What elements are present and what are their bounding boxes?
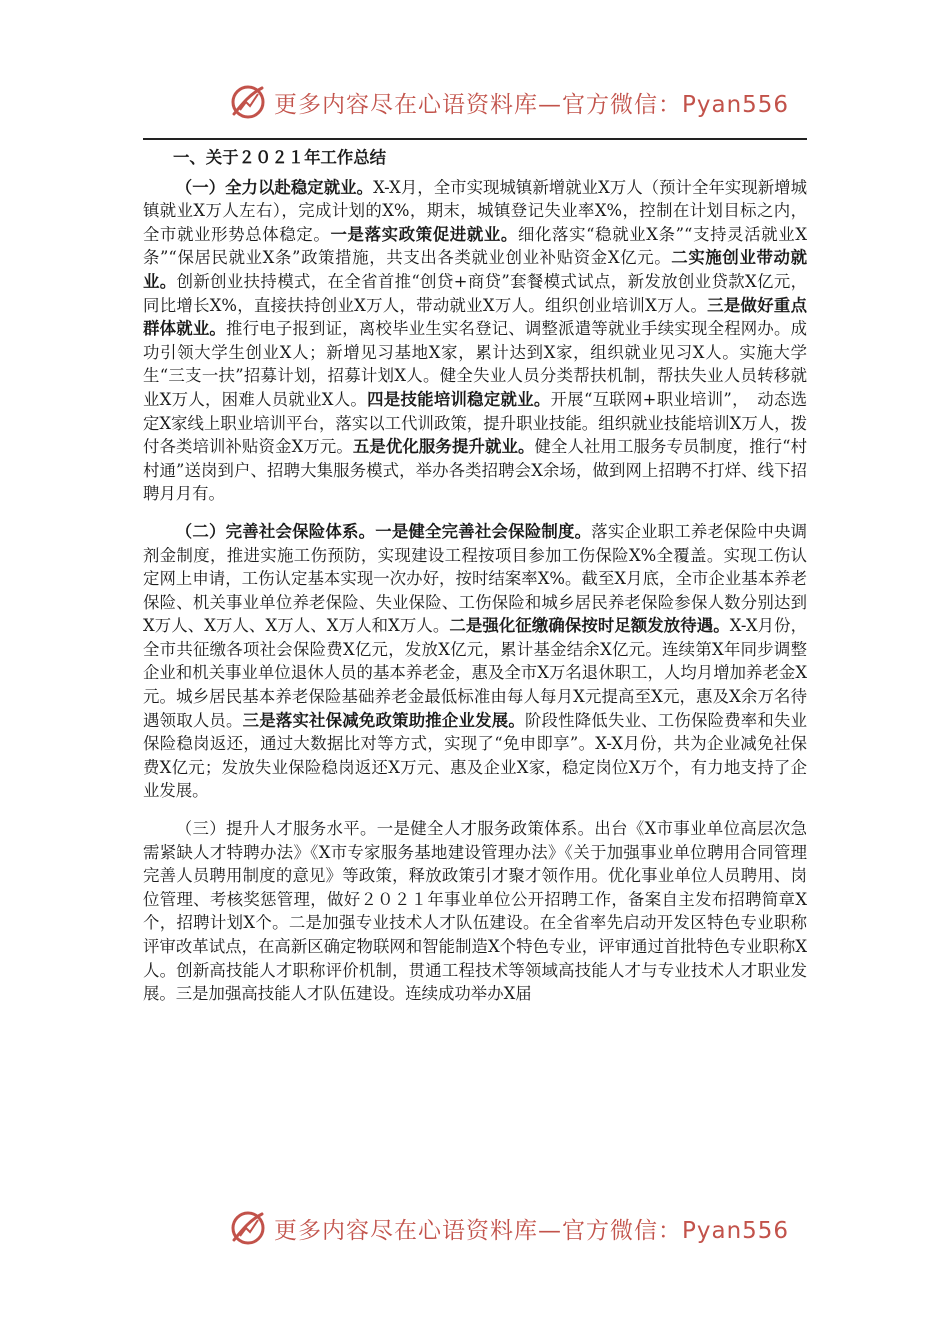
paragraph-talent-service: （三）提升人才服务水平。一是健全人才服务政策体系。出台《X市事业单位高层次急需紧缺人才特聘办法》《X市专家服务基地建设管理办法》《关于加强事业单位聘用合同管理完善人员聘用制度的意见》等政策，释放政策引才聚才领作用。优化事业单位人员聘用、岗位管理、考核奖惩管理，做好２０２１年事业单位公开招聘工作，备案自主发布招聘简章X个，招聘计划X个。二是加强专业技术人才队伍建设。在全省率先启动开发区特色专业职称评审改革试点，在高新区确定物联网和智能制造X个特色专业，评审通过首批特色专业职称X人。创新高技能人才职称评价机制，贯通工程技术等领域高技能人才与专业技术人才职业发展。三是加强高技能人才队伍建设。连续成功举办X届 (143, 819, 807, 1004)
logo-icon (228, 1208, 268, 1248)
banner-text: 更多内容尽在心语资料库—官方微信：Pyan556 (274, 1217, 790, 1244)
lead-employment: （一）全力以赴稳定就业。 (175, 177, 374, 197)
paragraph-employment: （一）全力以赴稳定就业。X-X月，全市实现城镇新增就业X万人（预计全年实现新增城镇就业X万人左右），完成计划的X%，期末，城镇登记失业率X%，控制在计划目标之内，全市就业形势总体稳定。一是落实政策促进就业。细化落实“稳就业X条”“支持灵活就业X条”“保居民就业X条”政策措施，共支出各类就业创业补贴资金X亿元。二实施创业带动就业。创新创业扶持模式，在全省首推“创贷+商贷”套餐模式试点，新发放创业贷款X亿元，同比增长X%，直接扶持创业X万人，带动就业X万人。组织创业培训X万人。三是做好重点群体就业。推行电子报到证，离校毕业生实名登记、调整派遣等就业手续实现全程网办。成功引领大学生创业X人；新增见习基地X家，累计达到X家，组织就业见习X人。实施大学生“三支一扶”招募计划，招募计划X人。健全失业人员分类帮扶机制，帮扶失业人员转移就业X万人，困难人员就业X人。四是技能培训稳定就业。开展“互联网+职业培训”， 动态选定X家线上职业培训平台，落实以工代训政策，提升职业技能。组织就业技能培训X万人，拨付各类培训补贴资金X万元。五是优化服务提升就业。健全人社用工服务专员制度，推行“村村通”送岗到户、招聘大集服务模式，举办各类招聘会X余场，做到网上招聘不打烊、线下招聘月月有。 (143, 177, 808, 504)
footer-banner (228, 1206, 789, 1250)
document-body (143, 146, 807, 1006)
header-rule (143, 138, 807, 140)
header-banner (228, 80, 789, 124)
paragraph-social-insurance: （二）完善社会保险体系。一是健全完善社会保险制度。落实企业职工养老保险中央调剂金制度，推进实施工伤预防，实现建设工程按项目参加工伤保险X%全覆盖。实现工伤认定网上申请，工伤认定基本实现一次办好，按时结案率X%。截至X月底，全市企业基本养老保险、机关事业单位养老保险、失业保险、工伤保险和城乡居民养老保险参保人数分别达到X万人、X万人、X万人、X万人和X万人。二是强化征缴确保按时足额发放待遇。X-X月份，全市共征缴各项社会保险费X亿元，发放X亿元，累计基金结余X亿元。连续第X年同步调整企业和机关事业单位退休人员的基本养老金，惠及全市X万名退休职工，人均月增加养老金X元。城乡居民基本养老保险基础养老金最低标准由每人每月X元提高至X元，惠及X余万名待遇领取人员。三是落实社保减免政策助推企业发展。阶段性降低失业、工伤保险费率和失业保险稳岗返还，通过大数据比对等方式，实现了“免申即享”。X-X月份，共为企业减免社保费X亿元；发放失业保险稳岗返还X万元、惠及企业X家，稳定岗位X万个，有力地支持了企业发展。 (143, 521, 808, 801)
lead-social-insurance: （二）完善社会保险体系。 (175, 521, 376, 541)
section-heading: 一、关于２０２１年工作总结 (173, 148, 387, 167)
banner-text: 更多内容尽在心语资料库—官方微信：Pyan556 (274, 91, 790, 118)
logo-icon (228, 82, 268, 122)
